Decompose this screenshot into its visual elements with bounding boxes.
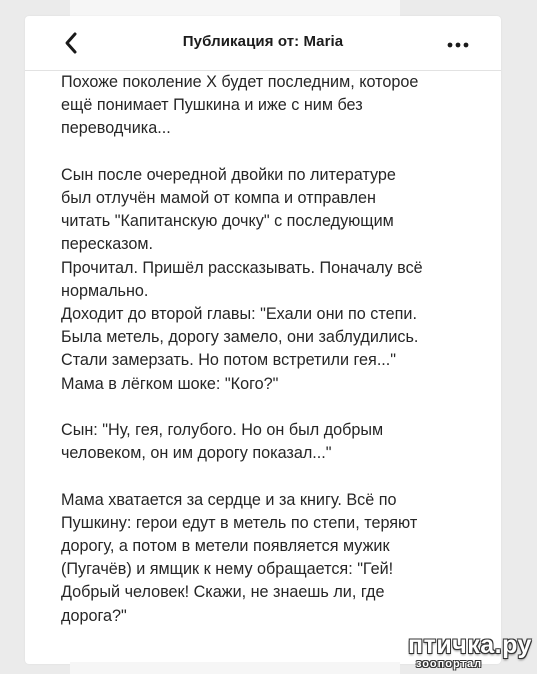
text-line: переводчика... [61, 119, 171, 138]
more-options-button[interactable] [445, 40, 471, 50]
text-line: пересказом. [61, 235, 153, 254]
text-line: Прочитал. Пришёл рассказывать. Поначалу всё [61, 258, 423, 277]
text-line: Сын после очередной двойки по литературе [61, 165, 396, 184]
more-horizontal-icon [445, 40, 471, 50]
text-line: Сын: "Ну, гея, голубого. Но он был добрым [61, 421, 384, 440]
text-line: Стали замерзать. Но потом встретили гея..." [61, 351, 397, 370]
text-line: Доходит до второй главы: "Ехали они по степи. [61, 305, 417, 324]
paragraph-gap [61, 396, 491, 419]
post-text [61, 71, 491, 628]
post-paragraph [61, 489, 491, 628]
text-line: Добрый человек! Скажи, не знаешь ли, где [61, 583, 385, 602]
text-line: человеком, он им дорогу показал..." [61, 444, 332, 463]
text-line: нормально. [61, 281, 149, 300]
top-edge-strip [70, 0, 400, 16]
page-title: Публикация от: Maria [182, 33, 344, 50]
text-line: читать "Капитанскую дочку" с последующим [61, 212, 394, 231]
text-line: был отлучён мамой от компа и отправлен [61, 189, 376, 207]
paragraph-gap [61, 141, 491, 164]
post-paragraph [61, 419, 491, 465]
watermark-logo-text: птичка.ру [408, 631, 532, 659]
post-paragraph [61, 164, 491, 396]
post-header [25, 16, 501, 71]
text-line: Была метель, дорогу замело, они заблудились. [61, 328, 419, 347]
text-line: дорогу, а потом в метели появляется мужик [61, 537, 390, 556]
post-paragraph [61, 71, 491, 141]
paragraph-gap [61, 465, 491, 488]
site-watermark [408, 632, 533, 672]
text-line: (Пугачёв) и ямщик к нему обращается: "Гей! [61, 560, 394, 579]
text-line: дорога?" [61, 606, 127, 625]
text-line: Мама в лёгком шоке: "Кого?" [61, 374, 279, 393]
text-line: ещё понимает Пушкина и иже с ним без [61, 96, 363, 115]
text-line: Мама хватается за сердце и за книгу. Всё по [61, 490, 397, 509]
text-line: Пушкину: герои едут в метель по степи, теряют [61, 513, 418, 532]
bottom-edge-strip [70, 662, 400, 674]
text-line: Похоже поколение Х будет последним, которое [61, 73, 419, 91]
watermark-subtitle: зоопортал [416, 658, 483, 670]
post-card [25, 16, 501, 664]
